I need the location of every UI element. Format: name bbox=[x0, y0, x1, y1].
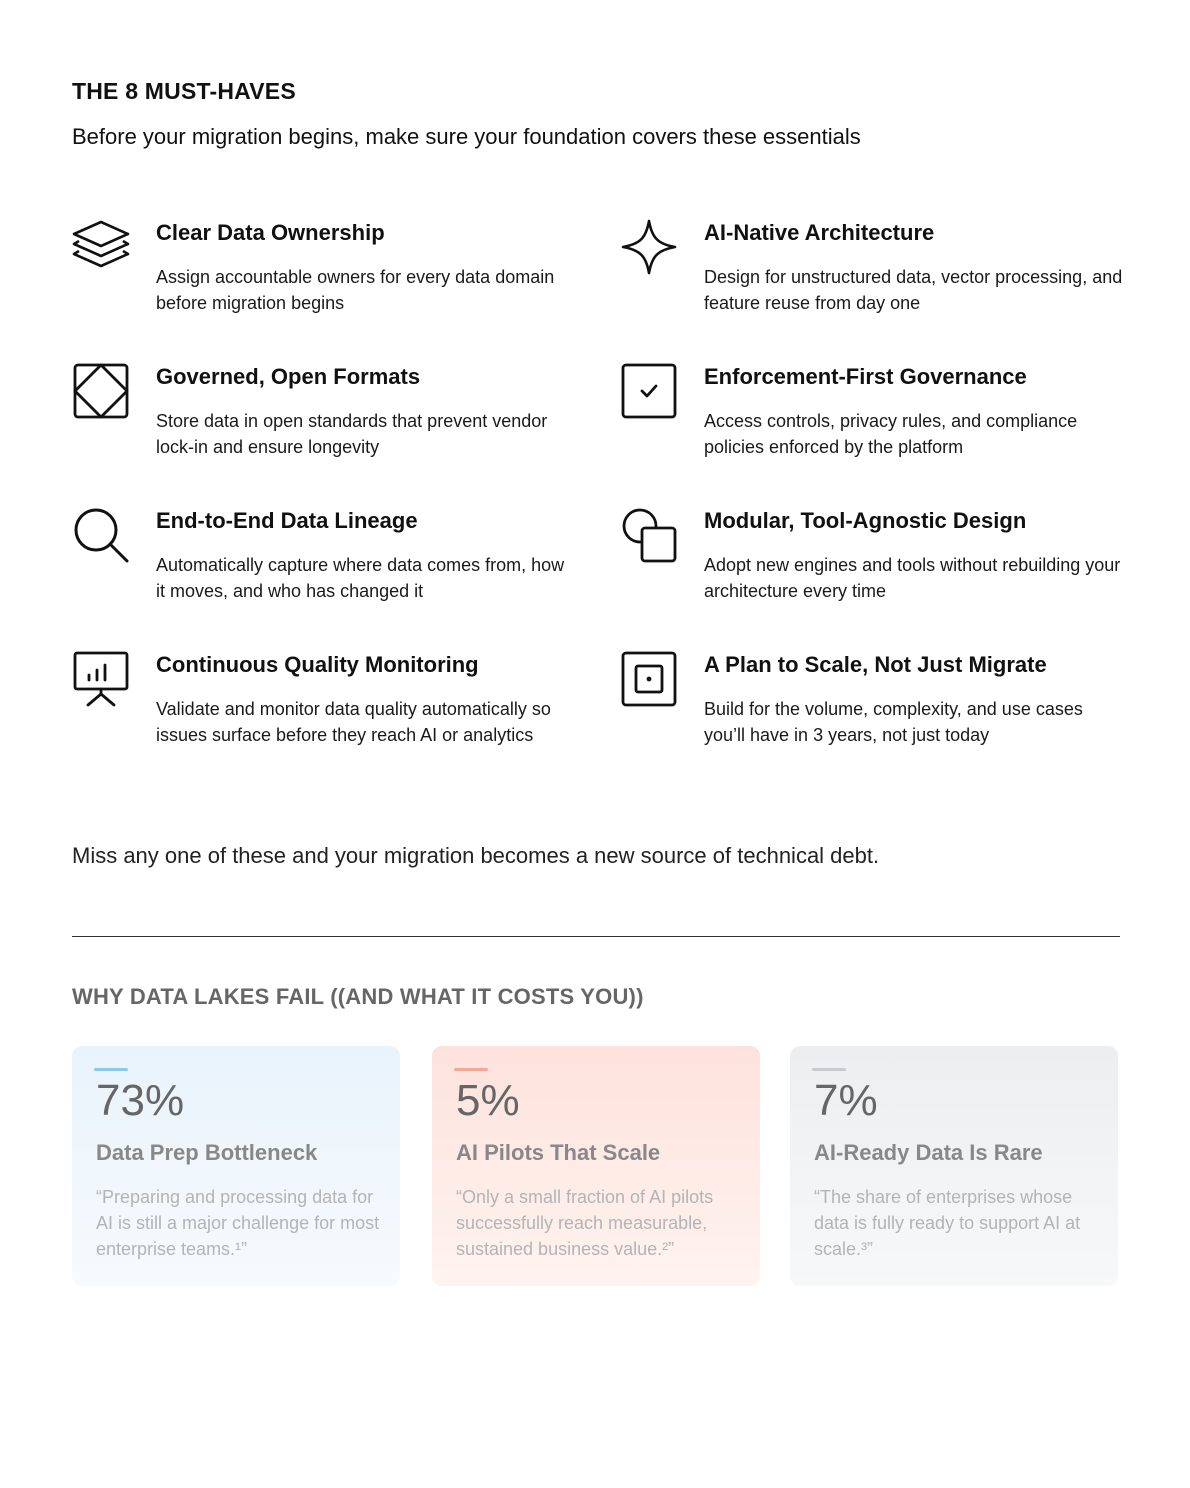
stat-value: 5% bbox=[456, 1076, 520, 1125]
item-description: Assign accountable owners for every data domain before migration begins bbox=[156, 267, 555, 313]
item-title: Enforcement-First Governance bbox=[704, 364, 1027, 389]
stat-card bbox=[790, 1046, 1118, 1286]
item-title: AI-Native Architecture bbox=[704, 220, 935, 245]
stat-cards bbox=[72, 1046, 1120, 1286]
stat-title: Data Prep Bottleneck bbox=[96, 1140, 318, 1165]
item-description: Automatically capture where data comes from, how it moves, and who has changed it bbox=[156, 555, 565, 601]
checkbox-icon bbox=[620, 362, 678, 420]
section-eyebrow: THE 8 MUST-HAVES bbox=[72, 78, 296, 104]
item-title: Governed, Open Formats bbox=[156, 364, 421, 389]
sparkle-icon bbox=[620, 218, 678, 276]
section-divider bbox=[72, 936, 1120, 937]
stat-description: “Preparing and processing data for AI is still a major challenge for most enterprise teams.¹” bbox=[96, 1187, 380, 1259]
accent-bar bbox=[454, 1068, 488, 1071]
item-title: A Plan to Scale, Not Just Migrate bbox=[704, 652, 1047, 677]
stat-card bbox=[72, 1046, 400, 1286]
item-description: Build for the volume, complexity, and use cases you’ll have in 3 years, not just today bbox=[704, 699, 1083, 745]
section-subtitle: Before your migration begins, make sure your foundation covers these essentials bbox=[72, 124, 861, 149]
item-description: Design for unstructured data, vector processing, and feature reuse from day one bbox=[704, 267, 1123, 313]
stat-card bbox=[432, 1046, 760, 1286]
section-heading: WHY DATA LAKES FAIL ((AND WHAT IT COSTS YOU)) bbox=[72, 984, 644, 1009]
diamond-frame-icon bbox=[72, 362, 130, 420]
stat-title: AI-Ready Data Is Rare bbox=[814, 1140, 1043, 1165]
item-description: Access controls, privacy rules, and compliance policies enforced by the platform bbox=[704, 411, 1078, 457]
stat-title: AI Pilots That Scale bbox=[456, 1140, 661, 1165]
stat-description: “Only a small fraction of AI pilots successfully reach measurable, sustained business value.²” bbox=[456, 1187, 714, 1259]
closing-statement: Miss any one of these and your migration becomes a new source of technical debt. bbox=[72, 843, 880, 868]
search-icon bbox=[72, 506, 130, 564]
item-title: Modular, Tool-Agnostic Design bbox=[704, 508, 1027, 533]
item-description: Store data in open standards that prevent vendor lock-in and ensure longevity bbox=[156, 411, 548, 457]
item-title: Clear Data Ownership bbox=[156, 220, 385, 245]
square-target-icon bbox=[620, 650, 678, 708]
presentation-chart-icon bbox=[72, 650, 130, 708]
stat-description: “The share of enterprises whose data is fully ready to support AI at scale.³” bbox=[814, 1187, 1081, 1259]
accent-bar bbox=[94, 1068, 128, 1071]
item-description: Adopt new engines and tools without rebuilding your architecture every time bbox=[704, 555, 1121, 601]
item-title: End-to-End Data Lineage bbox=[156, 508, 418, 533]
accent-bar bbox=[812, 1068, 846, 1071]
layers-icon bbox=[72, 218, 130, 276]
stat-value: 73% bbox=[96, 1076, 185, 1125]
stat-value: 7% bbox=[814, 1076, 878, 1125]
item-title: Continuous Quality Monitoring bbox=[156, 652, 479, 677]
item-description: Validate and monitor data quality automatically so issues surface before they reach AI or analytics bbox=[156, 699, 551, 745]
overlapping-shapes-icon bbox=[620, 506, 678, 564]
